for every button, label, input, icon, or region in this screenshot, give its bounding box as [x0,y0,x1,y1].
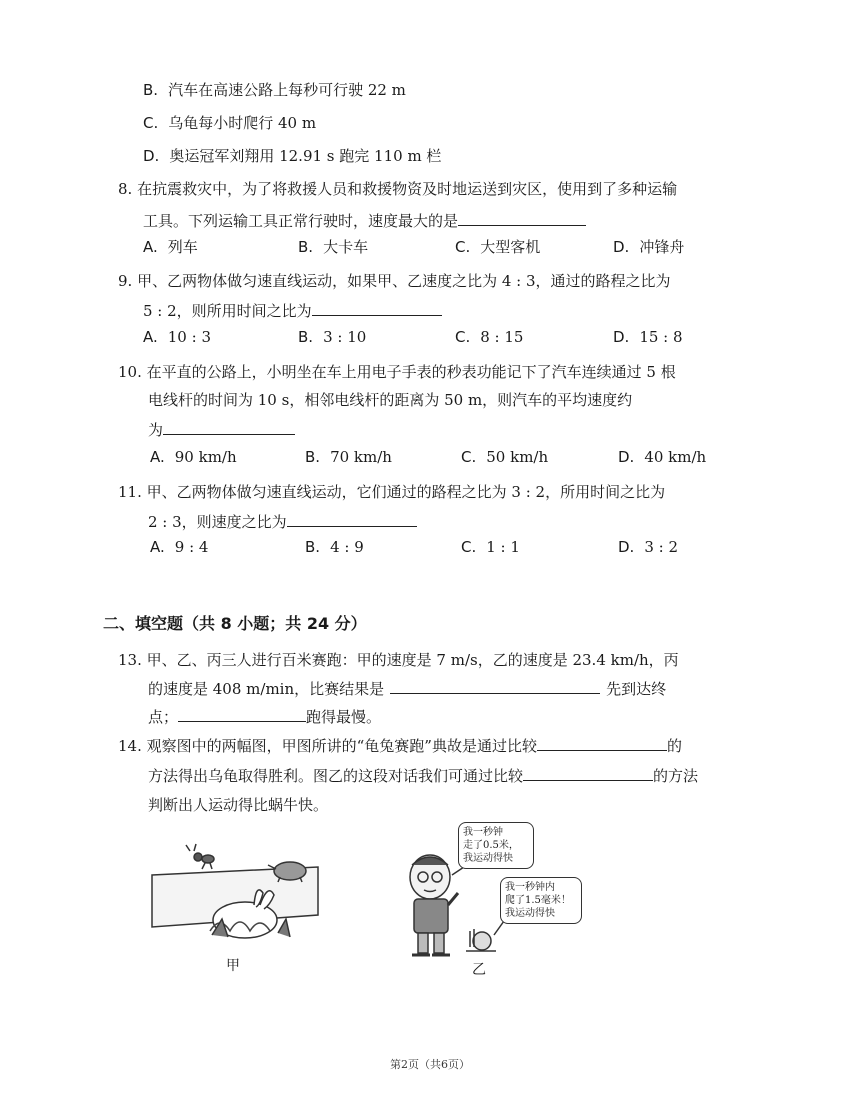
q13-line-1 [118,650,679,670]
bubble-line: 爬了1.5毫米！ [505,895,571,906]
answer-blank[interactable] [537,735,667,751]
q9-line-2 [143,300,442,321]
option-label: D. [613,328,630,346]
q14-line-2 [148,765,698,786]
person-speech-bubble [458,822,534,869]
option-label: A. [143,238,158,256]
option-text: 70 km/h [330,448,392,466]
option-text: 1 : 1 [486,538,520,556]
bubble-line: 走了0.5米， [463,840,519,851]
snail-speech-bubble [500,877,582,924]
option-label: B. [298,238,314,256]
question-text: 在抗震救灾中，为了将救援人员和救援物资及时地运送到灾区，使用到了多种运输 [137,180,678,198]
option-text: 列车 [167,238,198,256]
q8-option-b [298,237,368,257]
question-text: 甲、乙两物体做匀速直线运动，如果甲、乙速度之比为 4 : 3，通过的路程之比为 [137,272,671,290]
q10-line-3 [148,419,295,440]
question-number: 14. [118,737,142,755]
option-text: 9 : 4 [174,538,209,556]
answer-blank[interactable] [390,678,600,694]
question-number: 10. [118,363,142,381]
q8-option-a [143,237,198,257]
option-text: 3 : 10 [323,328,367,346]
q10-option-c [461,447,548,467]
q11-line-1 [118,482,665,502]
option-text: 冲锋舟 [639,238,685,256]
q7-option-c [143,113,316,133]
figure-caption-left: 甲 [226,958,240,974]
answer-blank[interactable] [458,210,586,226]
bubble-line: 我运动得快 [505,908,555,919]
section-title: 二、填空题（共 8 小题；共 24 分） [103,614,367,633]
option-text: 10 : 3 [167,328,211,346]
q9-option-d [613,327,683,347]
question-text: 工具。下列运输工具正常行驶时，速度最大的是 [143,212,459,230]
option-label: D. [143,147,160,165]
q8-line-1 [118,179,677,199]
option-text: 大卡车 [323,238,369,256]
option-text: 4 : 9 [330,538,364,556]
option-text: 40 km/h [644,448,707,466]
q8-line-2 [143,210,586,231]
question-text: 跑得最慢。 [306,708,382,726]
q7-option-b [143,80,406,100]
page-footer: 第2页（共6页） [390,1058,470,1071]
option-label: C. [461,538,477,556]
q10-option-b [305,447,392,467]
bubble-line: 我一秒钟 [463,827,503,838]
q7-option-d [143,146,441,166]
option-label: D. [618,538,635,556]
q14-line-3 [148,795,328,815]
option-label: D. [613,238,630,256]
option-text: 90 km/h [174,448,237,466]
option-label: C. [455,238,471,256]
question-number: 13. [118,651,142,669]
question-number: 9. [118,272,133,290]
question-text: 2 : 3，则速度之比为 [148,513,287,531]
q11-option-d [618,537,678,557]
answer-blank[interactable] [178,706,306,722]
answer-blank[interactable] [163,419,295,435]
answer-blank[interactable] [523,765,653,781]
question-number: 8. [118,180,133,198]
option-label: D. [618,448,635,466]
q11-option-c [461,537,520,557]
question-text: 方法得出乌龟取得胜利。图乙的这段对话我们可通过比较 [148,767,524,785]
question-text: 先到达终 [606,680,667,698]
q8-option-c [455,237,540,257]
q13-line-2 [148,678,666,699]
option-label: B. [143,81,159,99]
option-label: A. [150,538,165,556]
option-label: C. [455,328,471,346]
question-text: 判断出人运动得比蜗牛快。 [148,796,329,814]
question-text: 为 [148,421,164,439]
option-text: 奥运冠军刘翔用 12.91 s 跑完 110 m 栏 [169,147,442,165]
answer-blank[interactable] [287,511,417,527]
q10-option-d [618,447,706,467]
q11-line-2 [148,511,417,532]
question-text: 甲、乙、丙三人进行百米赛跑：甲的速度是 7 m/s，乙的速度是 23.4 km/h，丙 [146,651,679,669]
tortoise-hare-illustration [150,835,320,950]
option-label: B. [305,538,321,556]
q8-option-d [613,237,684,257]
option-text: 8 : 15 [480,328,524,346]
q14-line-1 [118,735,682,756]
question-text: 的方法 [653,767,699,785]
q11-option-a [150,537,208,557]
q13-line-3 [148,706,381,727]
bubble-line: 我一秒钟内 [505,882,555,893]
option-text: 乌龟每小时爬行 40 m [168,114,317,132]
question-text: 点； [148,708,179,726]
answer-blank[interactable] [312,300,442,316]
q9-option-a [143,327,211,347]
option-text: 汽车在高速公路上每秒可行驶 22 m [168,81,406,99]
option-label: C. [143,114,159,132]
question-text: 5 : 2，则所用时间之比为 [143,302,312,320]
bubble-line: 我运动得快 [463,853,513,864]
question-text: 的速度是 408 m/min，比赛结果是 [148,680,385,698]
option-label: C. [461,448,477,466]
question-text: 观察图中的两幅图，甲图所讲的“龟兔赛跑”典故是通过比较 [146,737,537,755]
q9-line-1 [118,271,671,291]
q9-option-b [298,327,366,347]
figure-caption-right: 乙 [472,962,486,978]
option-text: 50 km/h [486,448,549,466]
option-text: 大型客机 [480,238,541,256]
q10-option-a [150,447,237,467]
q10-line-1 [118,362,676,382]
option-label: B. [298,328,314,346]
option-label: A. [143,328,158,346]
q9-option-c [455,327,523,347]
option-label: A. [150,448,165,466]
question-text: 在平直的公路上，小明坐在车上用电子手表的秒表功能记下了汽车连续通过 5 根 [146,363,676,381]
question-text: 电线杆的时间为 10 s，相邻电线杆的距离为 50 m，则汽车的平均速度约 [148,391,633,409]
q11-option-b [305,537,364,557]
option-label: B. [305,448,321,466]
option-text: 15 : 8 [639,328,683,346]
q10-line-2 [148,390,632,410]
question-text: 甲、乙两物体做匀速直线运动，它们通过的路程之比为 3 : 2，所用时间之比为 [146,483,666,501]
option-text: 3 : 2 [644,538,679,556]
question-number: 11. [118,483,142,501]
question-text: 的 [666,737,682,755]
